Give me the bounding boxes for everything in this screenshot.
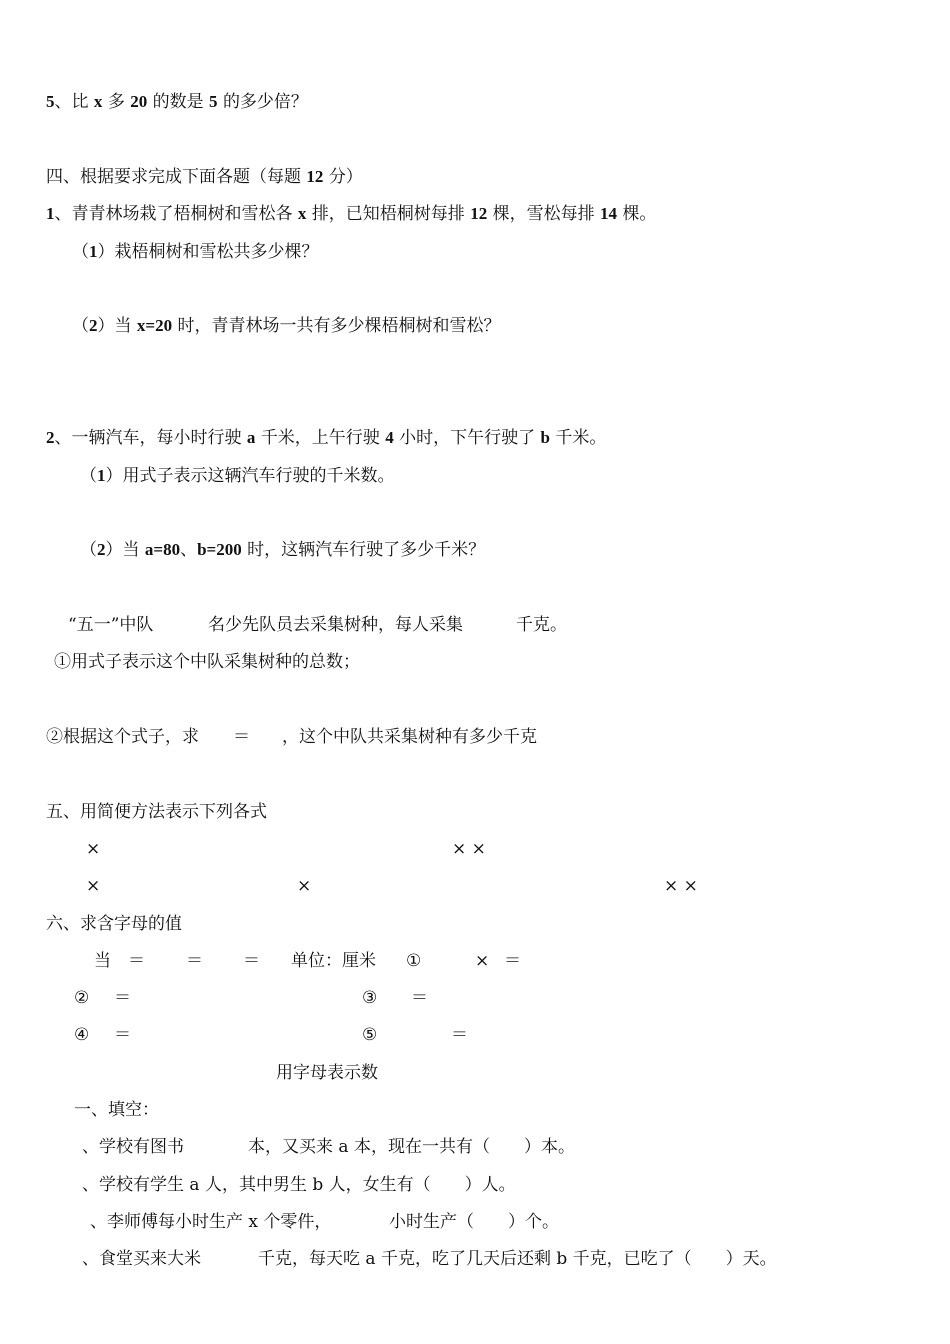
section-5-mark-4: ×	[297, 876, 312, 896]
section-6-r3-eq-2: ＝	[451, 1025, 468, 1045]
section-6-r3-circle-4: ④	[74, 1025, 90, 1045]
question-5: 5、比 x 多 20 的数是 5 的多少倍？	[46, 92, 308, 112]
part-2-section-1-heading: 一、填空：	[74, 1100, 159, 1120]
problem-1: 1、青青林场栽了梧桐树和雪松各 x 排，已知梧桐树每排 12 棵，雪松每排 14 棵。	[46, 204, 657, 224]
section-6-r2-circle-3: ③	[362, 988, 378, 1008]
section-6-r1-eq-4: ＝	[504, 951, 521, 971]
section-6-r3-eq-1: ＝	[114, 1025, 131, 1045]
problem-2-sub-2: （2）当 a=80、b=200 时，这辆汽车行驶了多少千米？	[80, 540, 486, 560]
section-6-r2-eq-1: ＝	[114, 988, 131, 1008]
problem-3-sub-2-eq: ＝	[233, 727, 250, 747]
fill-line-1-b: 本，又买来 a 本，现在一共有（ ）本。	[248, 1137, 575, 1157]
problem-1-sub-2: （2）当 x=20 时，青青林场一共有多少棵梧桐树和雪松？	[72, 316, 501, 336]
problem-2-sub-1: （1）用式子表示这辆汽车行驶的千米数。	[80, 466, 395, 486]
part-2-title: 用字母表示数	[276, 1063, 378, 1083]
fill-line-2: 、学校有学生 a 人，其中男生 b 人，女生有（ ）人。	[82, 1175, 516, 1195]
problem-3-text-c: 千克。	[516, 615, 567, 635]
section-6-r1-times: ×	[475, 951, 490, 971]
problem-3-text-a: “五一”中队	[68, 615, 154, 635]
problem-3-sub-2-a: ②根据这个式子，求	[46, 727, 199, 747]
section-5-mark-3: ×	[86, 876, 101, 896]
section-6-r2-eq-2: ＝	[411, 988, 428, 1008]
problem-3-sub-2-b: ，这个中队共采集树种有多少千克	[282, 727, 537, 747]
section-5-mark-2: × ×	[452, 839, 486, 859]
section-6-r1-eq-1: ＝	[128, 951, 145, 971]
section-6-r1-unit: 单位：厘米	[291, 951, 376, 971]
section-6-r1-eq-2: ＝	[186, 951, 203, 971]
section-6-heading: 六、求含字母的值	[46, 914, 182, 934]
fill-line-1-a: 、学校有图书	[82, 1137, 184, 1157]
section-4-heading: 四、根据要求完成下面各题（每题 12 分）	[46, 167, 363, 187]
section-6-r1-eq-3: ＝	[243, 951, 260, 971]
section-6-r1-a: 当	[94, 951, 111, 971]
section-5-mark-5: × ×	[664, 876, 698, 896]
problem-1-sub-1: （1）栽梧桐树和雪松共多少棵？	[72, 242, 319, 262]
fill-line-3-a: 、李师傅每小时生产 x 个零件，	[90, 1212, 332, 1232]
problem-3-sub-1: ①用式子表示这个中队采集树种的总数；	[54, 652, 360, 672]
fill-line-4-b: 千克，每天吃 a 千克，吃了几天后还剩 b 千克，已吃了（ ）天。	[258, 1249, 777, 1269]
problem-2: 2、一辆汽车，每小时行驶 a 千米，上午行驶 4 小时，下午行驶了 b 千米。	[46, 428, 607, 448]
section-6-r2-circle-2: ②	[74, 988, 90, 1008]
section-6-r3-circle-5: ⑤	[362, 1025, 378, 1045]
fill-line-4-a: 、食堂买来大米	[82, 1249, 201, 1269]
fill-line-3-b: 小时生产（ ）个。	[389, 1212, 559, 1232]
section-6-r1-circle-1: ①	[406, 951, 422, 971]
section-5-heading: 五、用简便方法表示下列各式	[46, 802, 267, 822]
problem-3-text-b: 名少先队员去采集树种，每人采集	[208, 615, 463, 635]
section-5-mark-1: ×	[86, 839, 101, 859]
